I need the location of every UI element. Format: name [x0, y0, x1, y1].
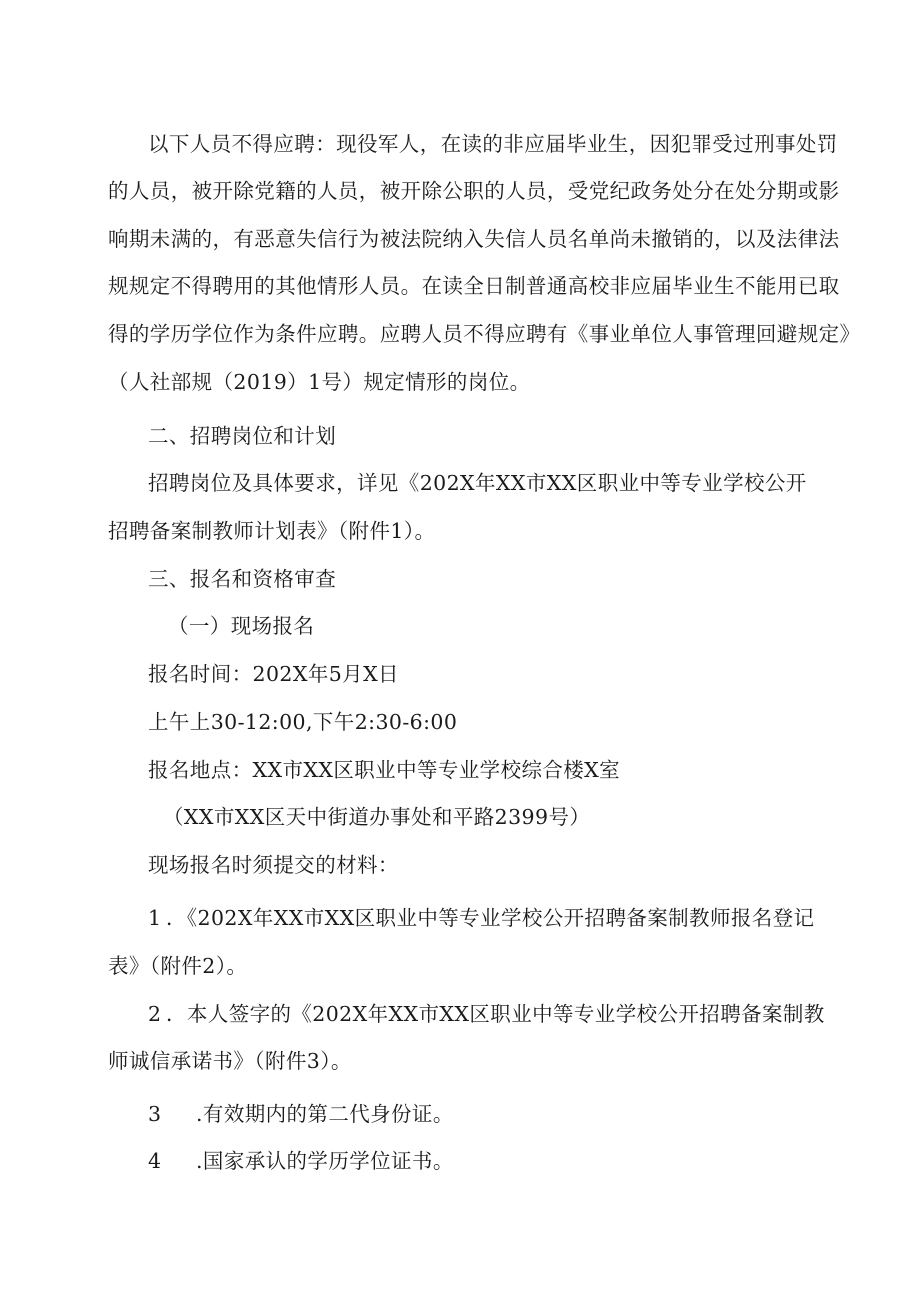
section-heading: 三、报名和资格审查	[148, 567, 337, 591]
paragraph-line: （人社部规（2019）1号）规定情形的岗位。	[108, 370, 531, 394]
registration-place: 报名地点：XX市XX区职业中等专业学校综合楼X室	[148, 758, 621, 782]
list-item-number: 2	[148, 1002, 162, 1026]
materials-heading: 现场报名时须提交的材料：	[148, 853, 399, 877]
list-item-text: .国家承认的学历学位证书。	[196, 1149, 454, 1173]
paragraph-line: 的人员，被开除党籍的人员，被开除公职的人员，受党纪政务处分在处分期或影	[108, 179, 840, 203]
section-heading: 二、招聘岗位和计划	[148, 424, 337, 448]
list-item	[148, 1147, 454, 1175]
paragraph-line: 招聘岗位及具体要求，详见《202X年XX市XX区职业中等专业学校公开	[148, 471, 807, 495]
list-item-number: 4	[148, 1149, 162, 1173]
paragraph-line: 响期未满的，有恶意失信行为被法院纳入失信人员名单尚未撤销的，以及法律法	[108, 227, 840, 251]
list-item	[148, 904, 814, 932]
paragraph-line: 招聘备案制教师计划表》（附件1）。	[108, 519, 436, 543]
registration-hours: 上午上30-12:00,下午2:30-6:00	[148, 710, 458, 734]
list-item-text: ．本人签字的《202X年XX市XX区职业中等专业学校公开招聘备案制教	[166, 1002, 825, 1026]
registration-time: 报名时间：202X年5月X日	[148, 662, 399, 686]
list-item	[148, 1100, 454, 1128]
paragraph-line: 规规定不得聘用的其他情形人员。在读全日制普通高校非应届毕业生不能用已取	[108, 274, 840, 298]
subsection-heading: （一）现场报名	[168, 614, 315, 638]
paragraph-line: 以下人员不得应聘：现役军人，在读的非应届毕业生，因犯罪受过刑事处罚	[148, 132, 838, 156]
paragraph-line: 得的学历学位作为条件应聘。应聘人员不得应聘有《事业单位人事管理回避规定》	[108, 322, 861, 346]
list-item-continuation: 表》（附件2）。	[108, 954, 248, 978]
registration-address: （XX市XX区天中街道办事处和平路2399号）	[163, 805, 591, 829]
list-item-text: .有效期内的第二代身份证。	[196, 1102, 454, 1126]
list-item	[148, 1000, 825, 1028]
list-item-number: 3	[148, 1102, 162, 1126]
list-item-continuation: 师诚信承诺书》（附件3）。	[108, 1049, 352, 1073]
list-item-text: ．《202X年XX市XX区职业中等专业学校公开招聘备案制教师报名登记	[166, 906, 815, 930]
list-item-number: 1	[148, 906, 162, 930]
